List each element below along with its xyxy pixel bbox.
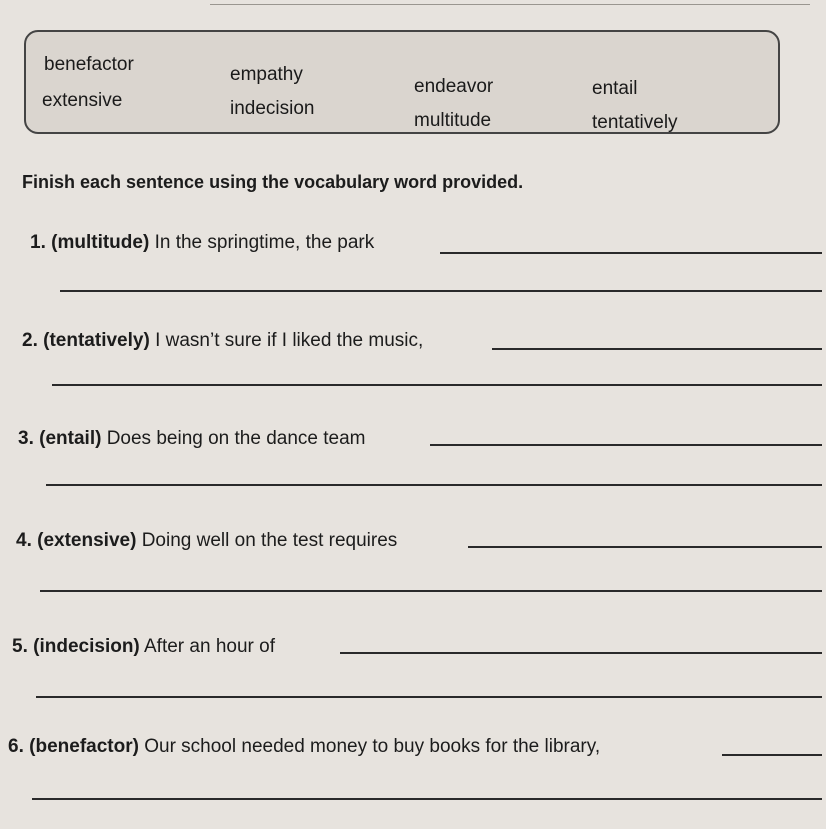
item-number: 5. — [12, 636, 28, 657]
item-text: Doing well on the test requires — [141, 530, 398, 551]
word-multitude: multitude — [414, 110, 492, 131]
answer-line-3a[interactable] — [430, 444, 822, 446]
word-indecision: indecision — [230, 98, 315, 119]
answer-line-4a[interactable] — [468, 546, 822, 548]
word-tentatively: tentatively — [592, 112, 678, 133]
item-word: (benefactor) — [29, 736, 139, 757]
word-extensive: extensive — [42, 90, 123, 111]
answer-line-6a[interactable] — [722, 754, 822, 756]
answer-line-1b[interactable] — [60, 290, 822, 292]
item-word: (indecision) — [33, 636, 140, 657]
item-text: Our school needed money to buy books for the library, — [144, 736, 601, 757]
item-text: I wasn’t sure if I liked the music, — [155, 330, 424, 351]
instructions: Finish each sentence using the vocabulary word provided. — [22, 172, 524, 192]
answer-line-5b[interactable] — [36, 696, 822, 698]
word-entail: entail — [592, 78, 638, 99]
item-word: (extensive) — [37, 530, 137, 551]
item-word: (entail) — [39, 428, 102, 449]
answer-line-4b[interactable] — [40, 590, 822, 592]
item-text: In the springtime, the park — [154, 232, 375, 253]
item-word: (multitude) — [51, 232, 150, 253]
word-bank-box — [24, 30, 780, 134]
item-word: (tentatively) — [43, 330, 150, 351]
answer-line-1a[interactable] — [440, 252, 822, 254]
sentence-4 — [16, 530, 397, 552]
item-text: After an hour of — [144, 636, 275, 657]
sentence-1 — [30, 232, 374, 254]
item-number: 1. — [30, 232, 46, 253]
word-empathy: empathy — [230, 64, 303, 85]
answer-line-3b[interactable] — [46, 484, 822, 486]
sentence-3 — [18, 428, 366, 450]
word-benefactor: benefactor — [44, 54, 134, 75]
item-number: 4. — [16, 530, 32, 551]
top-rule — [210, 4, 810, 5]
item-text: Does being on the dance team — [106, 428, 366, 449]
item-number: 3. — [18, 428, 34, 449]
sentence-6 — [8, 736, 600, 758]
word-endeavor: endeavor — [414, 76, 494, 97]
answer-line-2a[interactable] — [492, 348, 822, 350]
item-number: 6. — [8, 736, 24, 757]
sentence-2 — [22, 330, 423, 352]
answer-line-6b[interactable] — [32, 798, 822, 800]
sentence-5 — [12, 636, 275, 658]
item-number: 2. — [22, 330, 38, 351]
answer-line-2b[interactable] — [52, 384, 822, 386]
answer-line-5a[interactable] — [340, 652, 822, 654]
